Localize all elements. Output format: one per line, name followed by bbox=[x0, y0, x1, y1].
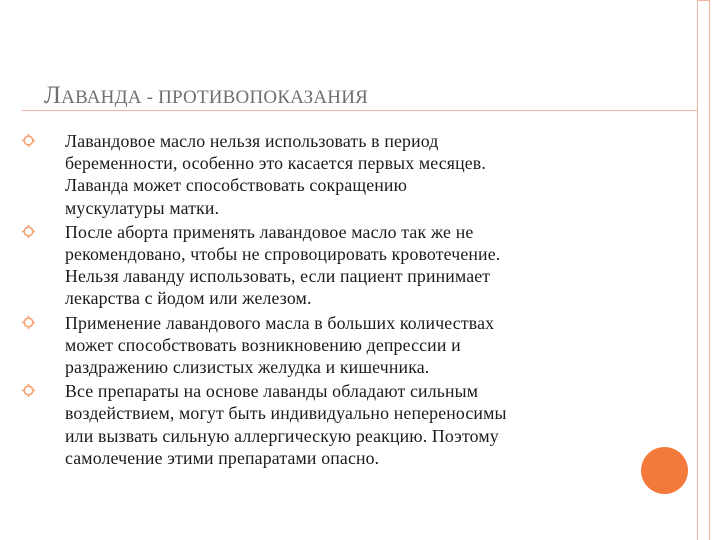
bullet-line: воздействием, могут быть индивидуально непереносимы bbox=[65, 403, 507, 424]
bullet-list bbox=[22, 130, 622, 471]
bullet-item bbox=[22, 312, 622, 379]
bullet-line: Нельзя лаванду использовать, если пациент принимает bbox=[65, 266, 491, 287]
gear-ring-icon bbox=[22, 225, 35, 238]
frame-border-inner bbox=[697, 0, 698, 540]
bullet-line: Лаванда может способствовать сокращению bbox=[65, 175, 408, 196]
title-underline bbox=[22, 110, 698, 111]
bullet-text bbox=[65, 130, 622, 219]
gear-ring-icon bbox=[22, 316, 35, 329]
bullet-line: мускулатуры матки. bbox=[65, 197, 220, 218]
title-initial: Л bbox=[44, 82, 62, 109]
bullet-line: самолечение этими препаратами опасно. bbox=[65, 447, 380, 468]
slide-title bbox=[44, 82, 368, 110]
bullet-text bbox=[65, 312, 622, 379]
bullet-line: После аборта применять лавандовое масло так же не bbox=[65, 221, 474, 242]
bullet-line: лекарства с йодом или железом. bbox=[65, 288, 312, 309]
bullet-line: раздражению слизистых желудка и кишечника. bbox=[65, 357, 430, 378]
bullet-item bbox=[22, 130, 622, 219]
accent-circle bbox=[641, 447, 688, 494]
bullet-line: или вызвать сильную аллергическую реакцию. Поэтому bbox=[65, 425, 499, 446]
bullet-item bbox=[22, 380, 622, 469]
title-rest-1: АВАНДА - bbox=[61, 87, 159, 108]
bullet-item bbox=[22, 221, 622, 310]
bullet-line: Все препараты на основе лаванды обладают сильным bbox=[65, 381, 479, 402]
bullet-line: Лавандовое масло нельзя использовать в период bbox=[65, 131, 439, 151]
gear-ring-icon bbox=[22, 384, 35, 397]
bullet-text bbox=[65, 380, 622, 469]
gear-ring-icon bbox=[22, 134, 35, 147]
frame-border-outer bbox=[709, 0, 710, 540]
bullet-line: может способствовать возникновению депрессии и bbox=[65, 334, 461, 355]
bullet-line: Применение лавандового масла в больших количествах bbox=[65, 312, 495, 333]
bullet-line: беременности, особенно это касается первых месяцев. bbox=[65, 153, 486, 174]
title-rest-2: ПРОТИВОПОКАЗАНИЯ bbox=[158, 87, 368, 108]
bullet-text bbox=[65, 221, 622, 310]
frame-border-top bbox=[697, 0, 710, 1]
bullet-line: рекомендовано, чтобы не спровоцировать кровотечение. bbox=[65, 244, 501, 265]
